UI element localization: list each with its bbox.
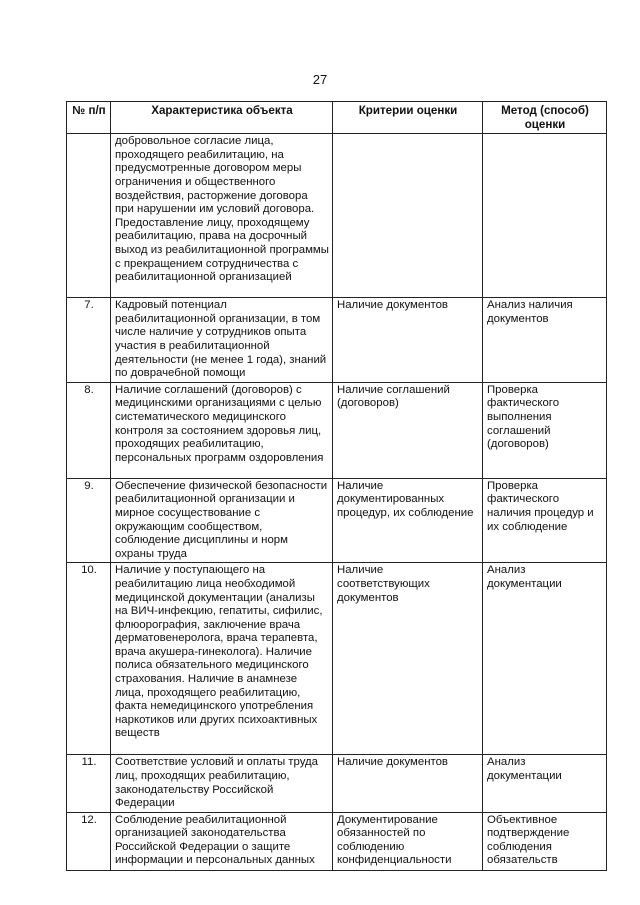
row-criteria: Наличие документов xyxy=(333,298,483,383)
row-characteristic: добровольное согласие лица, проходящего реабилитацию, на предусмотренные договором меры ограничения и общественного воздействия, расторжение договора при нарушении им условий договора. Предоставление лицу, проходящему реабилитацию, права на досрочный выход из реабилитационной программы с прекращением сотрудничества с реабилитационной организацией xyxy=(111,134,333,298)
row-number: 10. xyxy=(67,563,111,755)
row-criteria xyxy=(333,134,483,298)
table-row xyxy=(67,382,607,478)
header-row xyxy=(67,102,607,134)
header-number: № п/п xyxy=(67,102,111,134)
row-characteristic: Наличие у поступающего на реабилитацию лица необходимой медицинской документации (анализы на ВИЧ-инфекцию, гепатиты, сифилис, флюорография, заключение врача дерматовенеролога, врача терапевта, врача акушера-гинеколога). Наличие полиса обязательного медицинского страхования. Наличие в анамнезе лица, проходящего реабилитацию, факта немедицинского употребления наркотиков или других психоактивных веществ xyxy=(111,563,333,755)
row-method: Проверка фактического наличия процедур и их соблюдение xyxy=(483,478,607,563)
row-criteria: Документирование обязанностей по соблюдению конфиденциальности xyxy=(333,812,483,870)
row-characteristic: Обеспечение физической безопасности реабилитационной организации и мирное сосуществование с окружающим сообществом, соблюдение дисциплины и норм охраны труда xyxy=(111,478,333,563)
row-number: 7. xyxy=(67,298,111,383)
table-header xyxy=(67,102,607,134)
row-method: Анализ наличия документов xyxy=(483,298,607,383)
row-characteristic: Соответствие условий и оплаты труда лиц, проходящих реабилитацию, законодательству Российской Федерации xyxy=(111,755,333,812)
row-number: 8. xyxy=(67,382,111,478)
row-method: Проверка фактического выполнения соглашений (договоров) xyxy=(483,382,607,478)
header-method: Метод (способ) оценки xyxy=(483,102,607,134)
row-number: 11. xyxy=(67,755,111,812)
row-number: 12. xyxy=(67,812,111,870)
table-row xyxy=(67,298,607,383)
row-method: Объективное подтверждение соблюдения обязательств xyxy=(483,812,607,870)
row-method: Анализ документации xyxy=(483,563,607,755)
table-body xyxy=(67,134,607,871)
row-criteria: Наличие документированных процедур, их соблюдение xyxy=(333,478,483,563)
row-criteria: Наличие соглашений (договоров) xyxy=(333,382,483,478)
row-characteristic: Наличие соглашений (договоров) с медицинскими организациями с целью систематического медицинского контроля за состоянием здоровья лиц, проходящих реабилитацию, персональных программ оздоровления xyxy=(111,382,333,478)
table-row xyxy=(67,812,607,870)
table-row xyxy=(67,755,607,812)
row-characteristic: Соблюдение реабилитационной организацией законодательства Российской Федерации о защите информации и персональных данных xyxy=(111,812,333,870)
table-row xyxy=(67,478,607,563)
row-method: Анализ документации xyxy=(483,755,607,812)
table-row xyxy=(67,134,607,298)
row-number xyxy=(67,134,111,298)
row-characteristic: Кадровый потенциал реабилитационной организации, в том числе наличие у сотрудников опыта участия в реабилитационной деятельности (не менее 1 года), знаний по доврачебной помощи xyxy=(111,298,333,383)
page-number: 27 xyxy=(312,72,328,87)
row-criteria: Наличие документов xyxy=(333,755,483,812)
table-row xyxy=(67,563,607,755)
header-characteristic: Характеристика объекта xyxy=(111,102,333,134)
evaluation-table xyxy=(66,101,607,871)
row-criteria: Наличие соответствующих документов xyxy=(333,563,483,755)
row-method xyxy=(483,134,607,298)
header-criteria: Критерии оценки xyxy=(333,102,483,134)
row-number: 9. xyxy=(67,478,111,563)
